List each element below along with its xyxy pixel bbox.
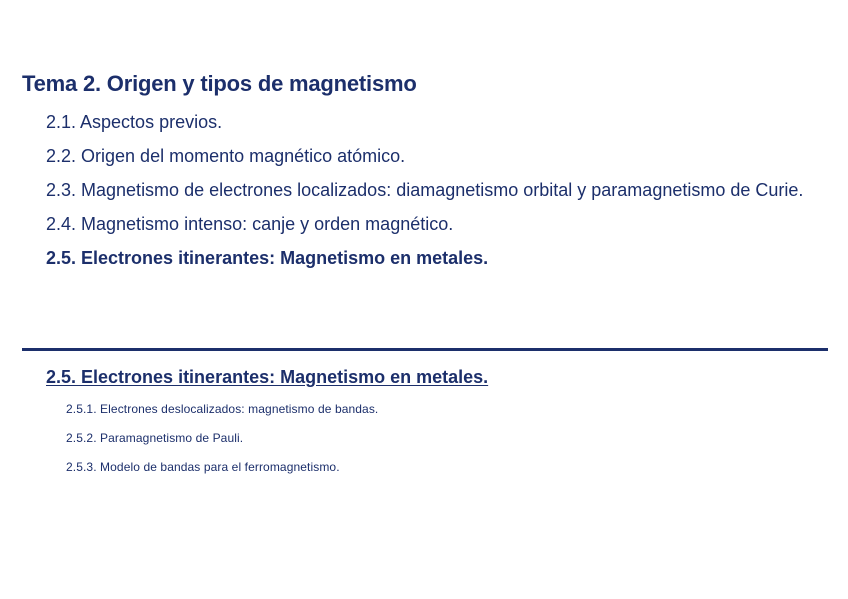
section-divider: [22, 348, 828, 351]
toc-item-2-5-current: 2.5. Electrones itinerantes: Magnetismo en metales.: [46, 248, 489, 268]
subsection-item-2-5-3: 2.5.3. Modelo de bandas para el ferromagnetismo.: [66, 460, 340, 474]
section-heading: 2.5. Electrones itinerantes: Magnetismo en metales.: [46, 367, 489, 387]
slide-title: Tema 2. Origen y tipos de magnetismo: [22, 71, 417, 96]
subsection-list: [66, 400, 378, 487]
subsection-item-2-5-1: 2.5.1. Electrones deslocalizados: magnetismo de bandas.: [66, 402, 379, 416]
table-of-contents: [46, 110, 806, 280]
subsection-item-2-5-2: 2.5.2. Paramagnetismo de Pauli.: [66, 431, 244, 445]
toc-item-2-4: 2.4. Magnetismo intenso: canje y orden magnético.: [46, 214, 454, 234]
toc-item-2-1: 2.1. Aspectos previos.: [46, 112, 223, 132]
toc-item-2-3: 2.3. Magnetismo de electrones localizados: diamagnetismo orbital y paramagnetismo de Curie.: [46, 180, 804, 200]
toc-item-2-2: 2.2. Origen del momento magnético atómico.: [46, 146, 406, 166]
